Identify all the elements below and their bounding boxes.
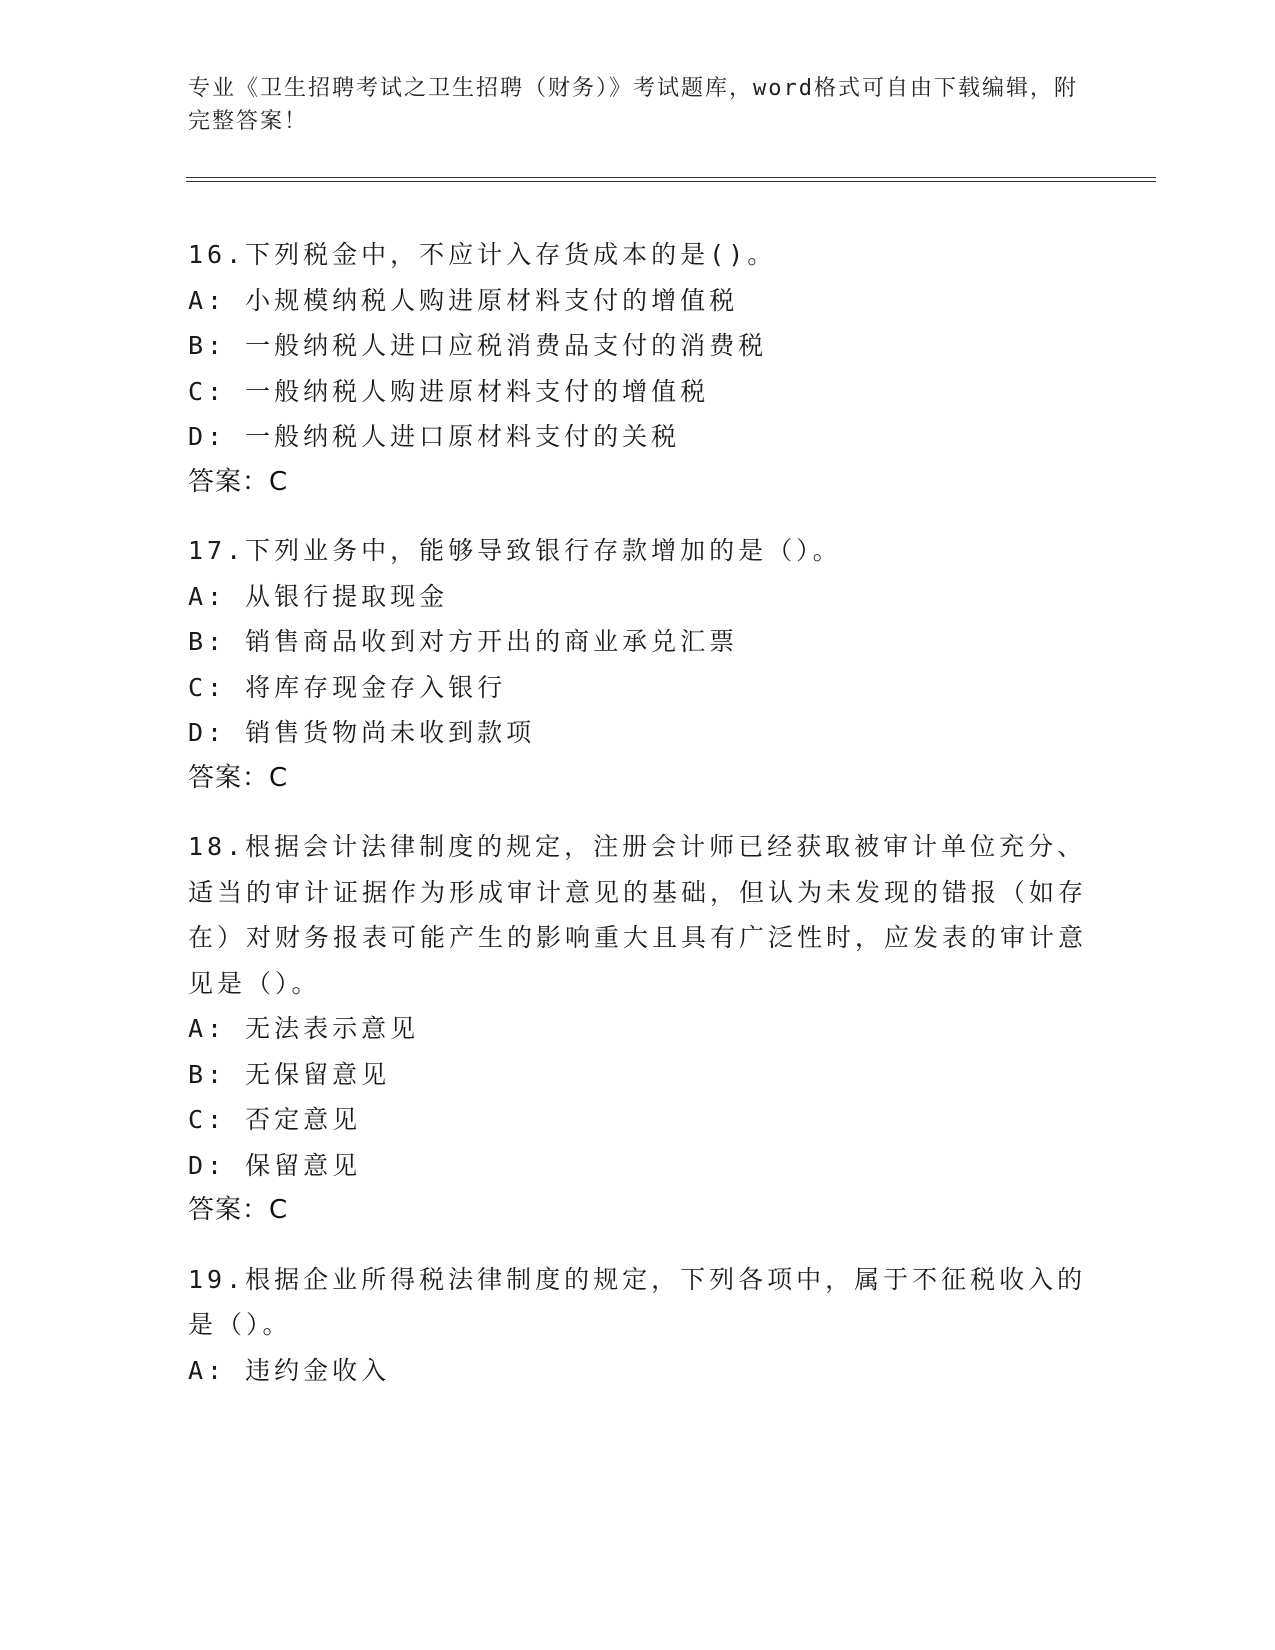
answer-line: 答案：C <box>188 762 289 793</box>
question-19 <box>188 1257 1088 1394</box>
option-a: A: 违约金收入 <box>188 1355 391 1385</box>
option-b: B: 一般纳税人进口应税消费品支付的消费税 <box>188 331 768 360</box>
question-stem: 17.下列业务中，能够导致银行存款增加的是（）。 <box>188 536 842 565</box>
option-d: D: 销售货物尚未收到款项 <box>188 718 536 747</box>
question-16 <box>188 232 1088 505</box>
document-header: 专业《卫生招聘考试之卫生招聘（财务）》考试题库，word格式可自由下载编辑，附完整答案！ <box>188 76 1078 134</box>
option-b: B: 无保留意见 <box>188 1059 391 1089</box>
option-c: C: 否定意见 <box>188 1105 362 1134</box>
option-a: A: 从银行提取现金 <box>188 581 449 611</box>
option-c: C: 将库存现金存入银行 <box>188 672 507 702</box>
header-divider <box>186 177 1156 182</box>
option-d: D: 保留意见 <box>188 1150 362 1180</box>
answer-line: 答案：C <box>188 466 289 497</box>
option-a: A: 无法表示意见 <box>188 1014 420 1043</box>
question-stem: 18.根据会计法律制度的规定，注册会计师已经获取被审计单位充分、适当的审计证据作为形成审计意见的基础，但认为未发现的错报（如存在）对财务报表可能产生的影响重大且具有广泛性时，应发表的审计意见是（）。 <box>188 832 1088 998</box>
question-stem: 19.根据企业所得税法律制度的规定，下列各项中，属于不征税收入的是（）。 <box>188 1264 1087 1339</box>
option-d: D: 一般纳税人进口原材料支付的关税 <box>188 422 681 451</box>
option-c: C: 一般纳税人购进原材料支付的增值税 <box>188 376 710 406</box>
question-stem: 16.下列税金中，不应计入存货成本的是()。 <box>188 240 777 269</box>
question-list <box>188 232 1088 1416</box>
option-b: B: 销售商品收到对方开出的商业承兑汇票 <box>188 627 739 656</box>
option-a: A: 小规模纳税人购进原材料支付的增值税 <box>188 285 739 315</box>
question-18 <box>188 824 1088 1234</box>
answer-line: 答案：C <box>188 1195 289 1225</box>
question-17 <box>188 528 1088 801</box>
